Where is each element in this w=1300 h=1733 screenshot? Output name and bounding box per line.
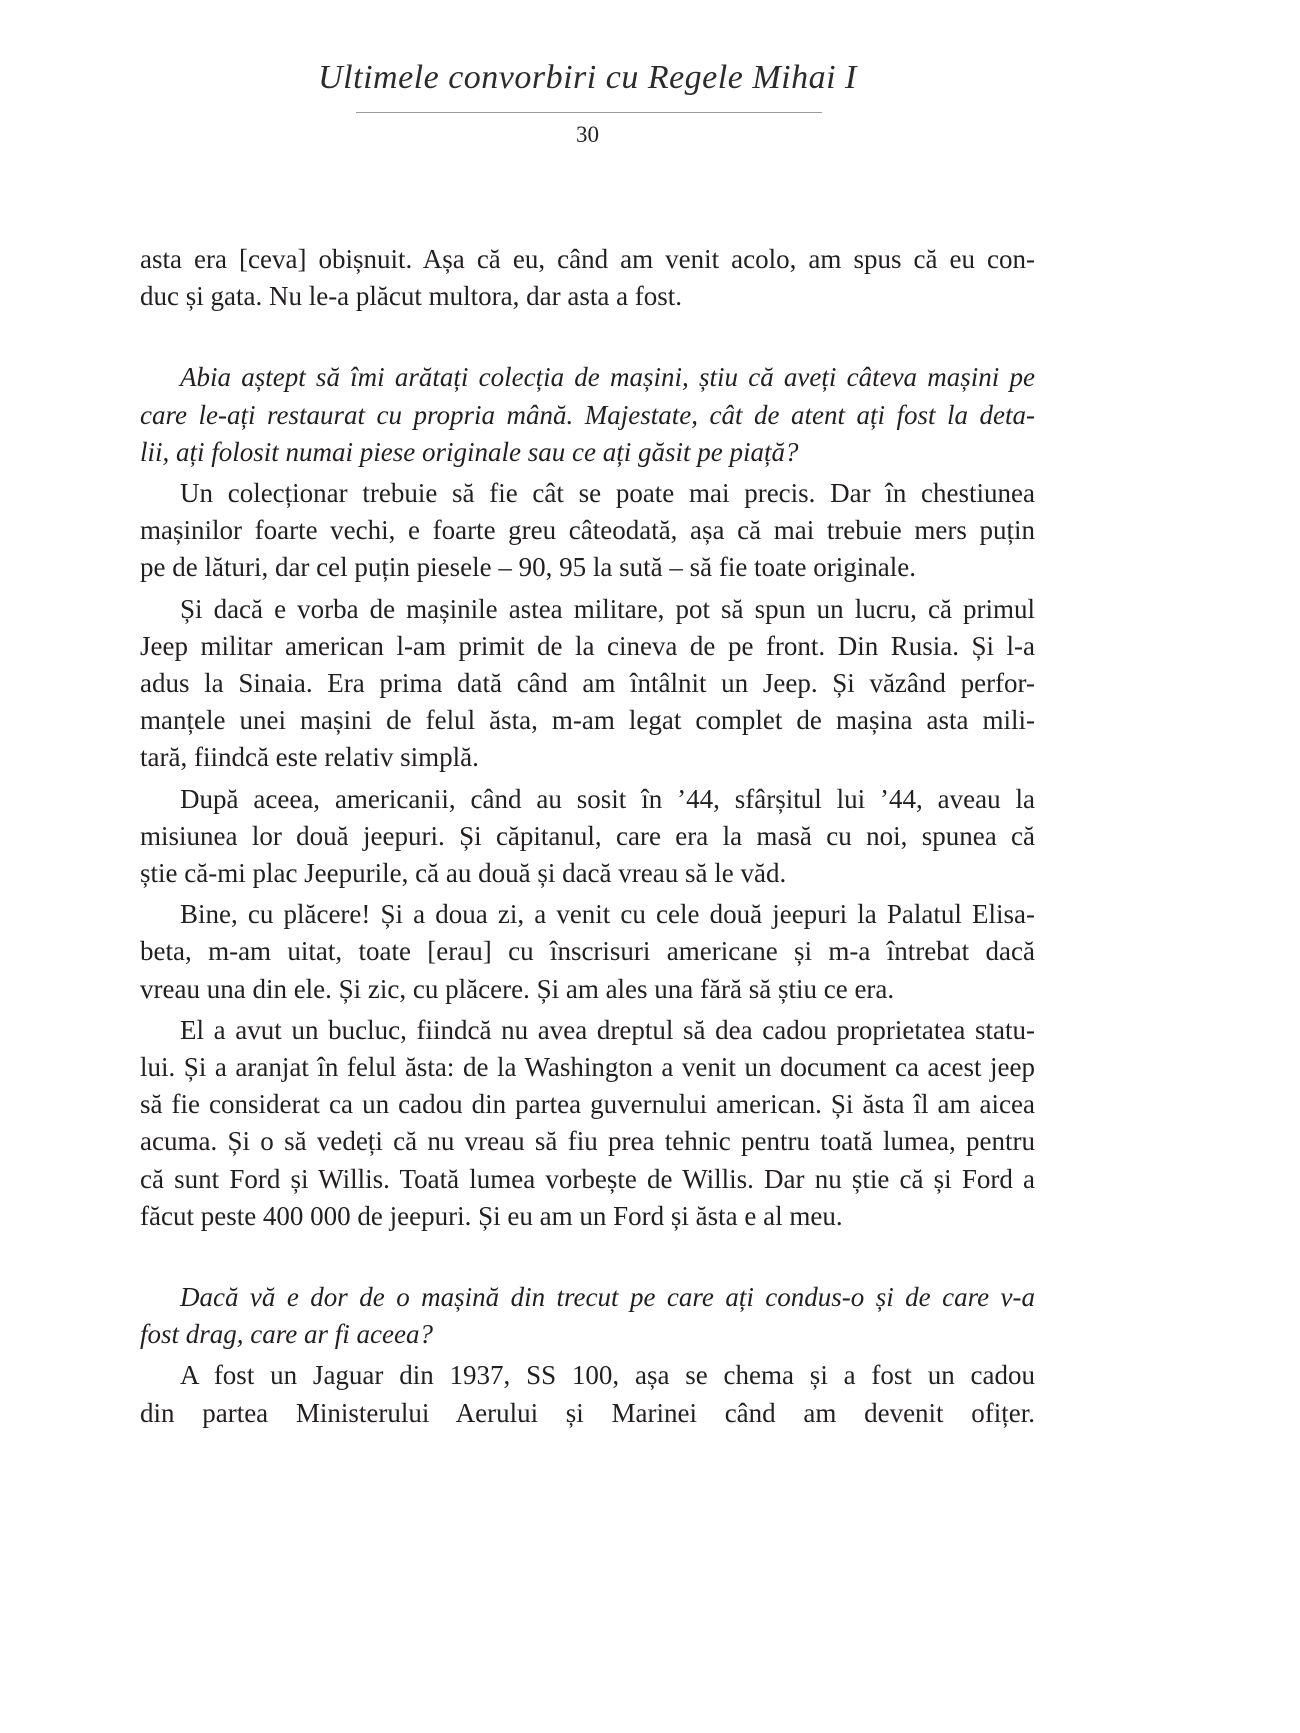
body-text xyxy=(140,241,1035,1432)
text-line: tară, fiindcă este relativ simplă. xyxy=(140,742,479,773)
text-line: adus la Sinaia. Era prima dată când am întâlnit un Jeep. Și văzând perfor- xyxy=(140,668,1035,699)
text-line: făcut peste 400 000 de jeepuri. Și eu am un Ford și ăsta e al meu. xyxy=(140,1200,843,1231)
text-line: fost drag, care ar fi aceea? xyxy=(140,1319,433,1350)
answer-paragraph xyxy=(140,1357,1035,1431)
text-line: acuma. Și o să vedeți că nu vreau să fiu prea tehnic pentru toată lumea, pentru xyxy=(140,1126,1035,1157)
answer-paragraph xyxy=(140,591,1035,777)
answer-paragraph xyxy=(140,1012,1035,1235)
text-line: care le-ați restaurat cu propria mână. Majestate, cât de atent ați fost la deta- xyxy=(140,399,1035,430)
running-header-title: Ultimele convorbiri cu Regele Mihai I xyxy=(318,59,857,96)
text-line: mașinilor foarte vechi, e foarte greu câteodată, așa că mai trebuie mers puțin xyxy=(140,515,1035,546)
text-line: că sunt Ford și Willis. Toată lumea vorbește de Willis. Dar nu știe că și Ford a xyxy=(140,1163,1035,1194)
text-line: din partea Ministerului Aerului și Marinei când am devenit ofițer. xyxy=(140,1397,1035,1428)
answer-paragraph xyxy=(140,781,1035,893)
text-line: pe de lături, dar cel puțin piesele – 90, 95 la sută – să fie toate originale. xyxy=(140,552,916,583)
text-line: lui. Și a aranjat în felul ăsta: de la Washington a venit un document ca acest jeep xyxy=(140,1052,1035,1083)
text-line: Și dacă e vorba de mașinile astea militare, pot să spun un lucru, că primul xyxy=(180,593,1035,624)
text-line: După aceea, americanii, când au sosit în ’44, sfârșitul lui ’44, aveau la xyxy=(180,783,1035,814)
text-line: beta, m-am uitat, toate [erau] cu înscrisuri americane și m-a întrebat dacă xyxy=(140,936,1035,967)
interview-question xyxy=(140,359,1035,471)
text-line: manțele unei mașini de felul ăsta, m-am legat complet de mașina asta mili- xyxy=(140,705,1035,736)
text-line: lii, ați folosit numai piese originale sau ce ați găsit pe piață? xyxy=(140,436,799,467)
text-line: duc și gata. Nu le-a plăcut multora, dar asta a fost. xyxy=(140,281,683,312)
interview-question xyxy=(140,1279,1035,1353)
text-line: Un colecționar trebuie să fie cât se poate mai precis. Dar în chestiunea xyxy=(180,478,1035,509)
page-number: 30 xyxy=(576,122,599,147)
text-line: misiunea lor două jeepuri. Și căpitanul, care era la masă cu noi, spunea că xyxy=(140,820,1035,851)
text-line: vreau una din ele. Și zic, cu plăcere. Și am ales una fără să știu ce era. xyxy=(140,973,895,1004)
text-line: asta era [ceva] obișnuit. Așa că eu, când am venit acolo, am spus că eu con- xyxy=(140,244,1035,274)
text-line: să fie considerat ca un cadou din partea guvernului american. Și ăsta îl am aicea xyxy=(140,1089,1035,1120)
text-line: Abia aștept să îmi arătați colecția de mașini, știu că aveți câteva mașini pe xyxy=(180,362,1035,393)
text-line: A fost un Jaguar din 1937, SS 100, așa se chema și a fost un cadou xyxy=(180,1360,1035,1391)
text-line: Jeep militar american l-am primit de la cineva de pe front. Din Rusia. Și l-a xyxy=(140,630,1035,661)
header-rule xyxy=(356,112,822,113)
text-line: știe că-mi plac Jeepurile, că au două și dacă vreau să le văd. xyxy=(140,858,787,889)
text-line: El a avut un bucluc, fiindcă nu avea dreptul să dea cadou proprietatea statu- xyxy=(180,1014,1035,1045)
text-line: Dacă vă e dor de o mașină din trecut pe care ați condus-o și de care v-a xyxy=(180,1282,1035,1313)
answer-paragraph xyxy=(140,241,1035,315)
answer-paragraph xyxy=(140,896,1035,1008)
answer-paragraph xyxy=(140,475,1035,587)
text-line: Bine, cu plăcere! Și a doua zi, a venit cu cele două jeepuri la Palatul Elisa- xyxy=(180,899,1035,930)
